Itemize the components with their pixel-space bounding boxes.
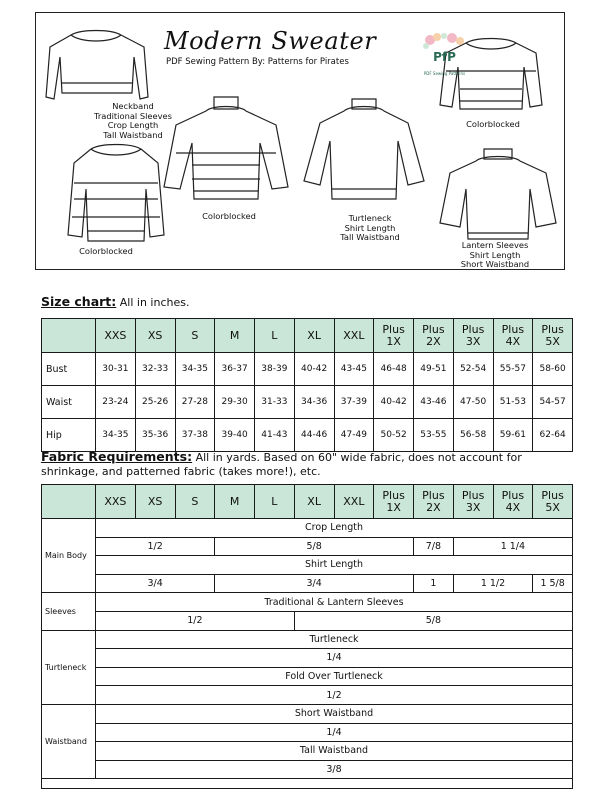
table-cell: 29-30 — [215, 386, 255, 419]
table-cell: 27-28 — [175, 386, 215, 419]
table-cell: 47-49 — [334, 419, 374, 452]
group-waistband: Waistband — [42, 704, 96, 778]
table-cell: 37-38 — [175, 419, 215, 452]
table-cell: XXL — [334, 319, 374, 353]
fabric-header-row — [42, 485, 573, 519]
table-cell: M — [215, 319, 255, 353]
table-cell: M — [215, 485, 255, 519]
table-cell: Plus 3X — [453, 485, 493, 519]
table-cell: 37-39 — [334, 386, 374, 419]
sweater-2-label: Colorblocked — [79, 246, 133, 256]
group-sleeves: Sleeves — [42, 593, 96, 630]
table-cell: Plus 4X — [493, 319, 533, 353]
size-chart-heading: Size chart: All in inches. — [41, 294, 190, 309]
table-cell: 34-36 — [294, 386, 334, 419]
sleeves-title: Traditional & Lantern Sleeves — [96, 593, 573, 612]
table-cell: 5/8 — [294, 611, 572, 630]
table-cell: 5/8 — [215, 537, 414, 556]
table-cell: 39-40 — [215, 419, 255, 452]
table-cell: L — [255, 319, 295, 353]
table-cell: 1 5/8 — [533, 574, 573, 593]
table-cell: S — [175, 485, 215, 519]
fabric-heading: Fabric Requirements: All in yards. Based on 60" wide fabric, does not account for — [41, 449, 522, 464]
table-cell: Plus 1X — [374, 485, 414, 519]
table-cell: 56-58 — [453, 419, 493, 452]
table-row — [42, 742, 573, 761]
table-row — [42, 649, 573, 668]
table-cell: 43-46 — [414, 386, 454, 419]
table-cell: Plus 3X — [453, 319, 493, 353]
tall-waistband-title: Tall Waistband — [96, 742, 573, 761]
sweater-4-drawing — [304, 99, 424, 199]
table-cell: 1/4 — [96, 723, 573, 742]
table-cell: 49-51 — [414, 353, 454, 386]
turtleneck-title: Turtleneck — [96, 630, 573, 649]
table-row — [42, 556, 573, 575]
table-row — [42, 353, 573, 386]
pfp-logo — [422, 32, 467, 82]
table-cell — [42, 779, 573, 789]
table-cell: 59-61 — [493, 419, 533, 452]
table-cell: 7/8 — [414, 537, 454, 556]
table-cell: 53-55 — [414, 419, 454, 452]
table-cell: 40-42 — [374, 386, 414, 419]
table-cell: 1/4 — [96, 649, 573, 668]
table-cell: 34-35 — [96, 419, 136, 452]
table-row — [42, 574, 573, 593]
table-cell: 51-53 — [493, 386, 533, 419]
illustration-panel — [35, 12, 565, 270]
table-cell: Plus 5X — [533, 485, 573, 519]
table-cell: XXS — [96, 485, 136, 519]
size-header-row — [42, 319, 573, 353]
corner-cell — [42, 319, 96, 353]
table-cell: 38-39 — [255, 353, 295, 386]
table-cell: 1/2 — [96, 686, 573, 705]
table-row — [42, 667, 573, 686]
table-cell: 40-42 — [294, 353, 334, 386]
table-cell: 62-64 — [533, 419, 573, 452]
table-row — [42, 723, 573, 742]
sweater-4-label: Turtleneck Shirt Length Tall Waistband — [340, 213, 400, 243]
table-cell: XS — [135, 485, 175, 519]
table-cell: S — [175, 319, 215, 353]
table-cell: XXL — [334, 485, 374, 519]
table-cell: 3/8 — [96, 760, 573, 779]
table-cell: 30-31 — [96, 353, 136, 386]
table-cell: 3/4 — [96, 574, 215, 593]
table-cell: 1 — [414, 574, 454, 593]
logo-text: PfP — [433, 50, 456, 64]
table-cell: 34-35 — [175, 353, 215, 386]
table-cell: 3/4 — [215, 574, 414, 593]
table-row — [42, 630, 573, 649]
table-row — [42, 686, 573, 705]
row-label: Waist — [42, 386, 96, 419]
table-row — [42, 611, 573, 630]
sweater-6-drawing — [440, 149, 556, 239]
corner-cell — [42, 485, 96, 519]
table-cell: 1/2 — [96, 611, 295, 630]
table-row — [42, 760, 573, 779]
table-cell: Plus 5X — [533, 319, 573, 353]
table-cell: 25-26 — [135, 386, 175, 419]
table-cell: 35-36 — [135, 419, 175, 452]
sweater-2-drawing — [68, 145, 164, 242]
sweater-1-label: Neckband Traditional Sleeves Crop Length Tall Waistband — [94, 101, 172, 140]
table-cell: 41-43 — [255, 419, 295, 452]
shirt-length-title: Shirt Length — [96, 556, 573, 575]
table-cell: L — [255, 485, 295, 519]
fabric-note-line2: shrinkage, and patterned fabric (takes more!), etc. — [41, 465, 321, 478]
table-row — [42, 704, 573, 723]
table-cell: 58-60 — [533, 353, 573, 386]
sweater-5-label: Colorblocked — [466, 119, 520, 129]
table-row — [42, 519, 573, 538]
table-cell: Plus 2X — [414, 485, 454, 519]
foldover-title: Fold Over Turtleneck — [96, 667, 573, 686]
table-cell: 31-33 — [255, 386, 295, 419]
table-row — [42, 593, 573, 612]
table-row — [42, 386, 573, 419]
row-label: Bust — [42, 353, 96, 386]
pattern-subtitle: PDF Sewing Pattern By: Patterns for Pirates — [166, 57, 349, 67]
table-cell: 50-52 — [374, 419, 414, 452]
sweater-1-drawing — [46, 31, 148, 100]
logo-subtext: PDF Sewing Patterns — [423, 71, 466, 76]
table-cell: 36-37 — [215, 353, 255, 386]
table-cell: XS — [135, 319, 175, 353]
table-row — [42, 419, 573, 452]
short-waistband-title: Short Waistband — [96, 704, 573, 723]
table-cell: 23-24 — [96, 386, 136, 419]
table-cell: Plus 1X — [374, 319, 414, 353]
table-cell: Plus 2X — [414, 319, 454, 353]
row-label: Hip — [42, 419, 96, 452]
fabric-requirements-table — [41, 484, 573, 789]
table-cell: 55-57 — [493, 353, 533, 386]
table-cell: 1 1/4 — [453, 537, 572, 556]
table-cell: 52-54 — [453, 353, 493, 386]
table-cell: 1/2 — [96, 537, 215, 556]
size-chart-table — [41, 318, 573, 452]
group-main-body: Main Body — [42, 519, 96, 593]
table-row — [42, 779, 573, 789]
table-cell: 43-45 — [334, 353, 374, 386]
table-cell: 54-57 — [533, 386, 573, 419]
table-cell: 1 1/2 — [453, 574, 533, 593]
table-cell: 46-48 — [374, 353, 414, 386]
crop-length-title: Crop Length — [96, 519, 573, 538]
table-cell: 44-46 — [294, 419, 334, 452]
table-cell: XL — [294, 485, 334, 519]
table-cell: Plus 4X — [493, 485, 533, 519]
table-cell: XL — [294, 319, 334, 353]
table-cell: XXS — [96, 319, 136, 353]
table-cell: 32-33 — [135, 353, 175, 386]
group-turtleneck: Turtleneck — [42, 630, 96, 704]
sweater-6-label: Lantern Sleeves Shirt Length Short Waistband — [460, 240, 530, 270]
pattern-title: Modern Sweater — [164, 27, 377, 55]
table-cell: 47-50 — [453, 386, 493, 419]
table-row — [42, 537, 573, 556]
sweater-3-label: Colorblocked — [202, 211, 256, 221]
